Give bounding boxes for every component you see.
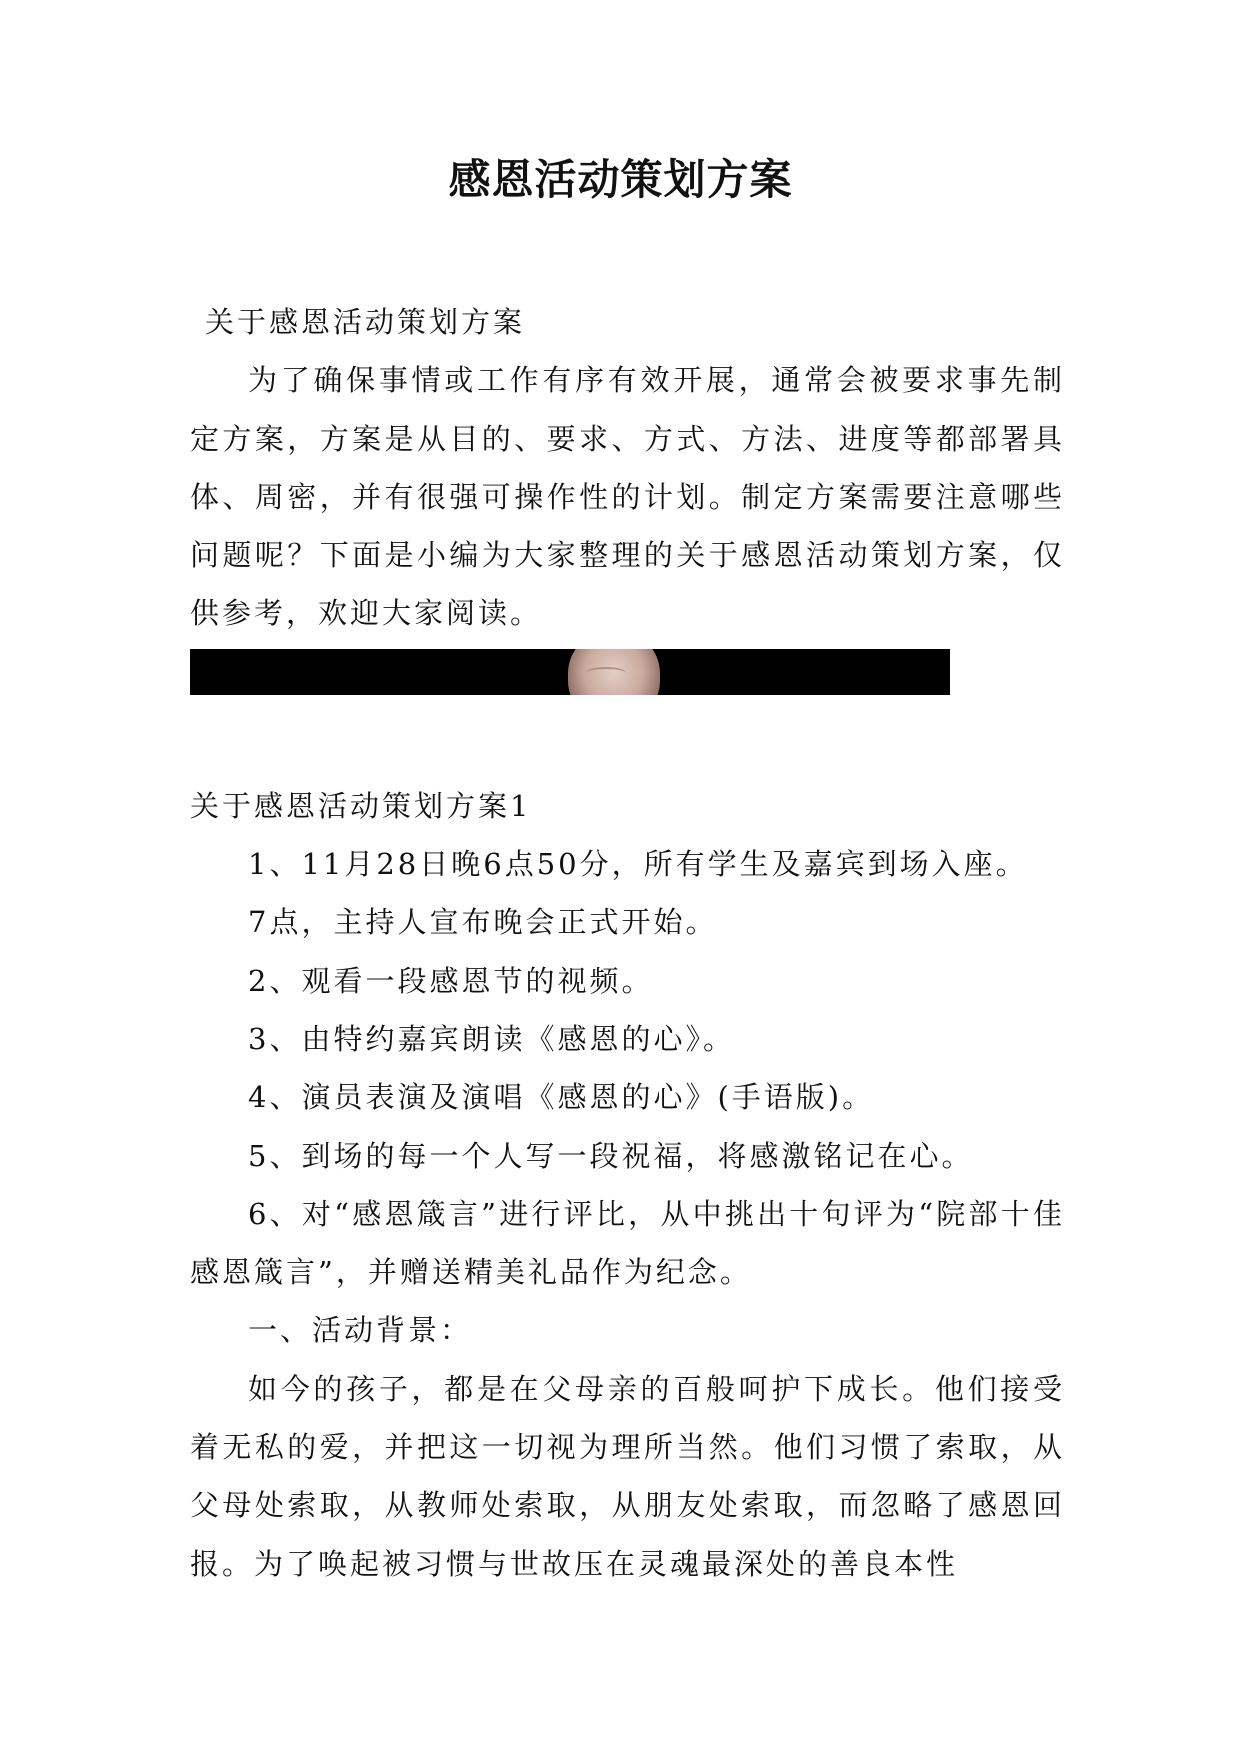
list-item: 1、11月28日晚6点50分，所有学生及嘉宾到场入座。: [248, 847, 1028, 882]
list-item: 3、由特约嘉宾朗读《感恩的心》。: [248, 1021, 735, 1056]
document-body: [190, 293, 1065, 1593]
list-item: 2、观看一段感恩节的视频。: [248, 963, 654, 998]
list-item: 6、对“感恩箴言”进行评比，从中挑出十句评为“院部十佳感恩箴言”，并赠送精美礼品作为纪念。: [190, 1196, 1065, 1290]
section-heading: 关于感恩活动策划方案1: [190, 788, 532, 823]
document-title: 感恩活动策划方案: [448, 155, 793, 204]
list-item: 7点，主持人宣布晚会正式开始。: [248, 905, 718, 940]
background-paragraph: 如今的孩子，都是在父母亲的百般呵护下成长。他们接受着无私的爱，并把这一切视为理所当然。他们习惯了索取，从父母处索取，从教师处索取，从朋友处索取，而忽略了感恩回报。为了唤起被习惯与世故压在灵魂最深处的善良本性: [190, 1371, 1065, 1581]
hand-crease: [586, 667, 626, 679]
banner-image: [190, 649, 950, 695]
list-item: 5、到场的每一个人写一段祝福，将感激铭记在心。: [248, 1138, 974, 1173]
intro-heading: 关于感恩活动策划方案: [205, 305, 526, 339]
intro-paragraph: 为了确保事情或工作有序有效开展，通常会被要求事先制定方案，方案是从目的、要求、方式、方法、进度等都部署具体、周密，并有很强可操作性的计划。制定方案需要注意哪些问题呢？下面是小编为大家整理的关于感恩活动策划方案，仅供参考，欢迎大家阅读。: [190, 363, 1065, 631]
list-item: 4、演员表演及演唱《感恩的心》(手语版)。: [248, 1080, 875, 1115]
background-heading: 一、活动背景：: [248, 1313, 473, 1348]
